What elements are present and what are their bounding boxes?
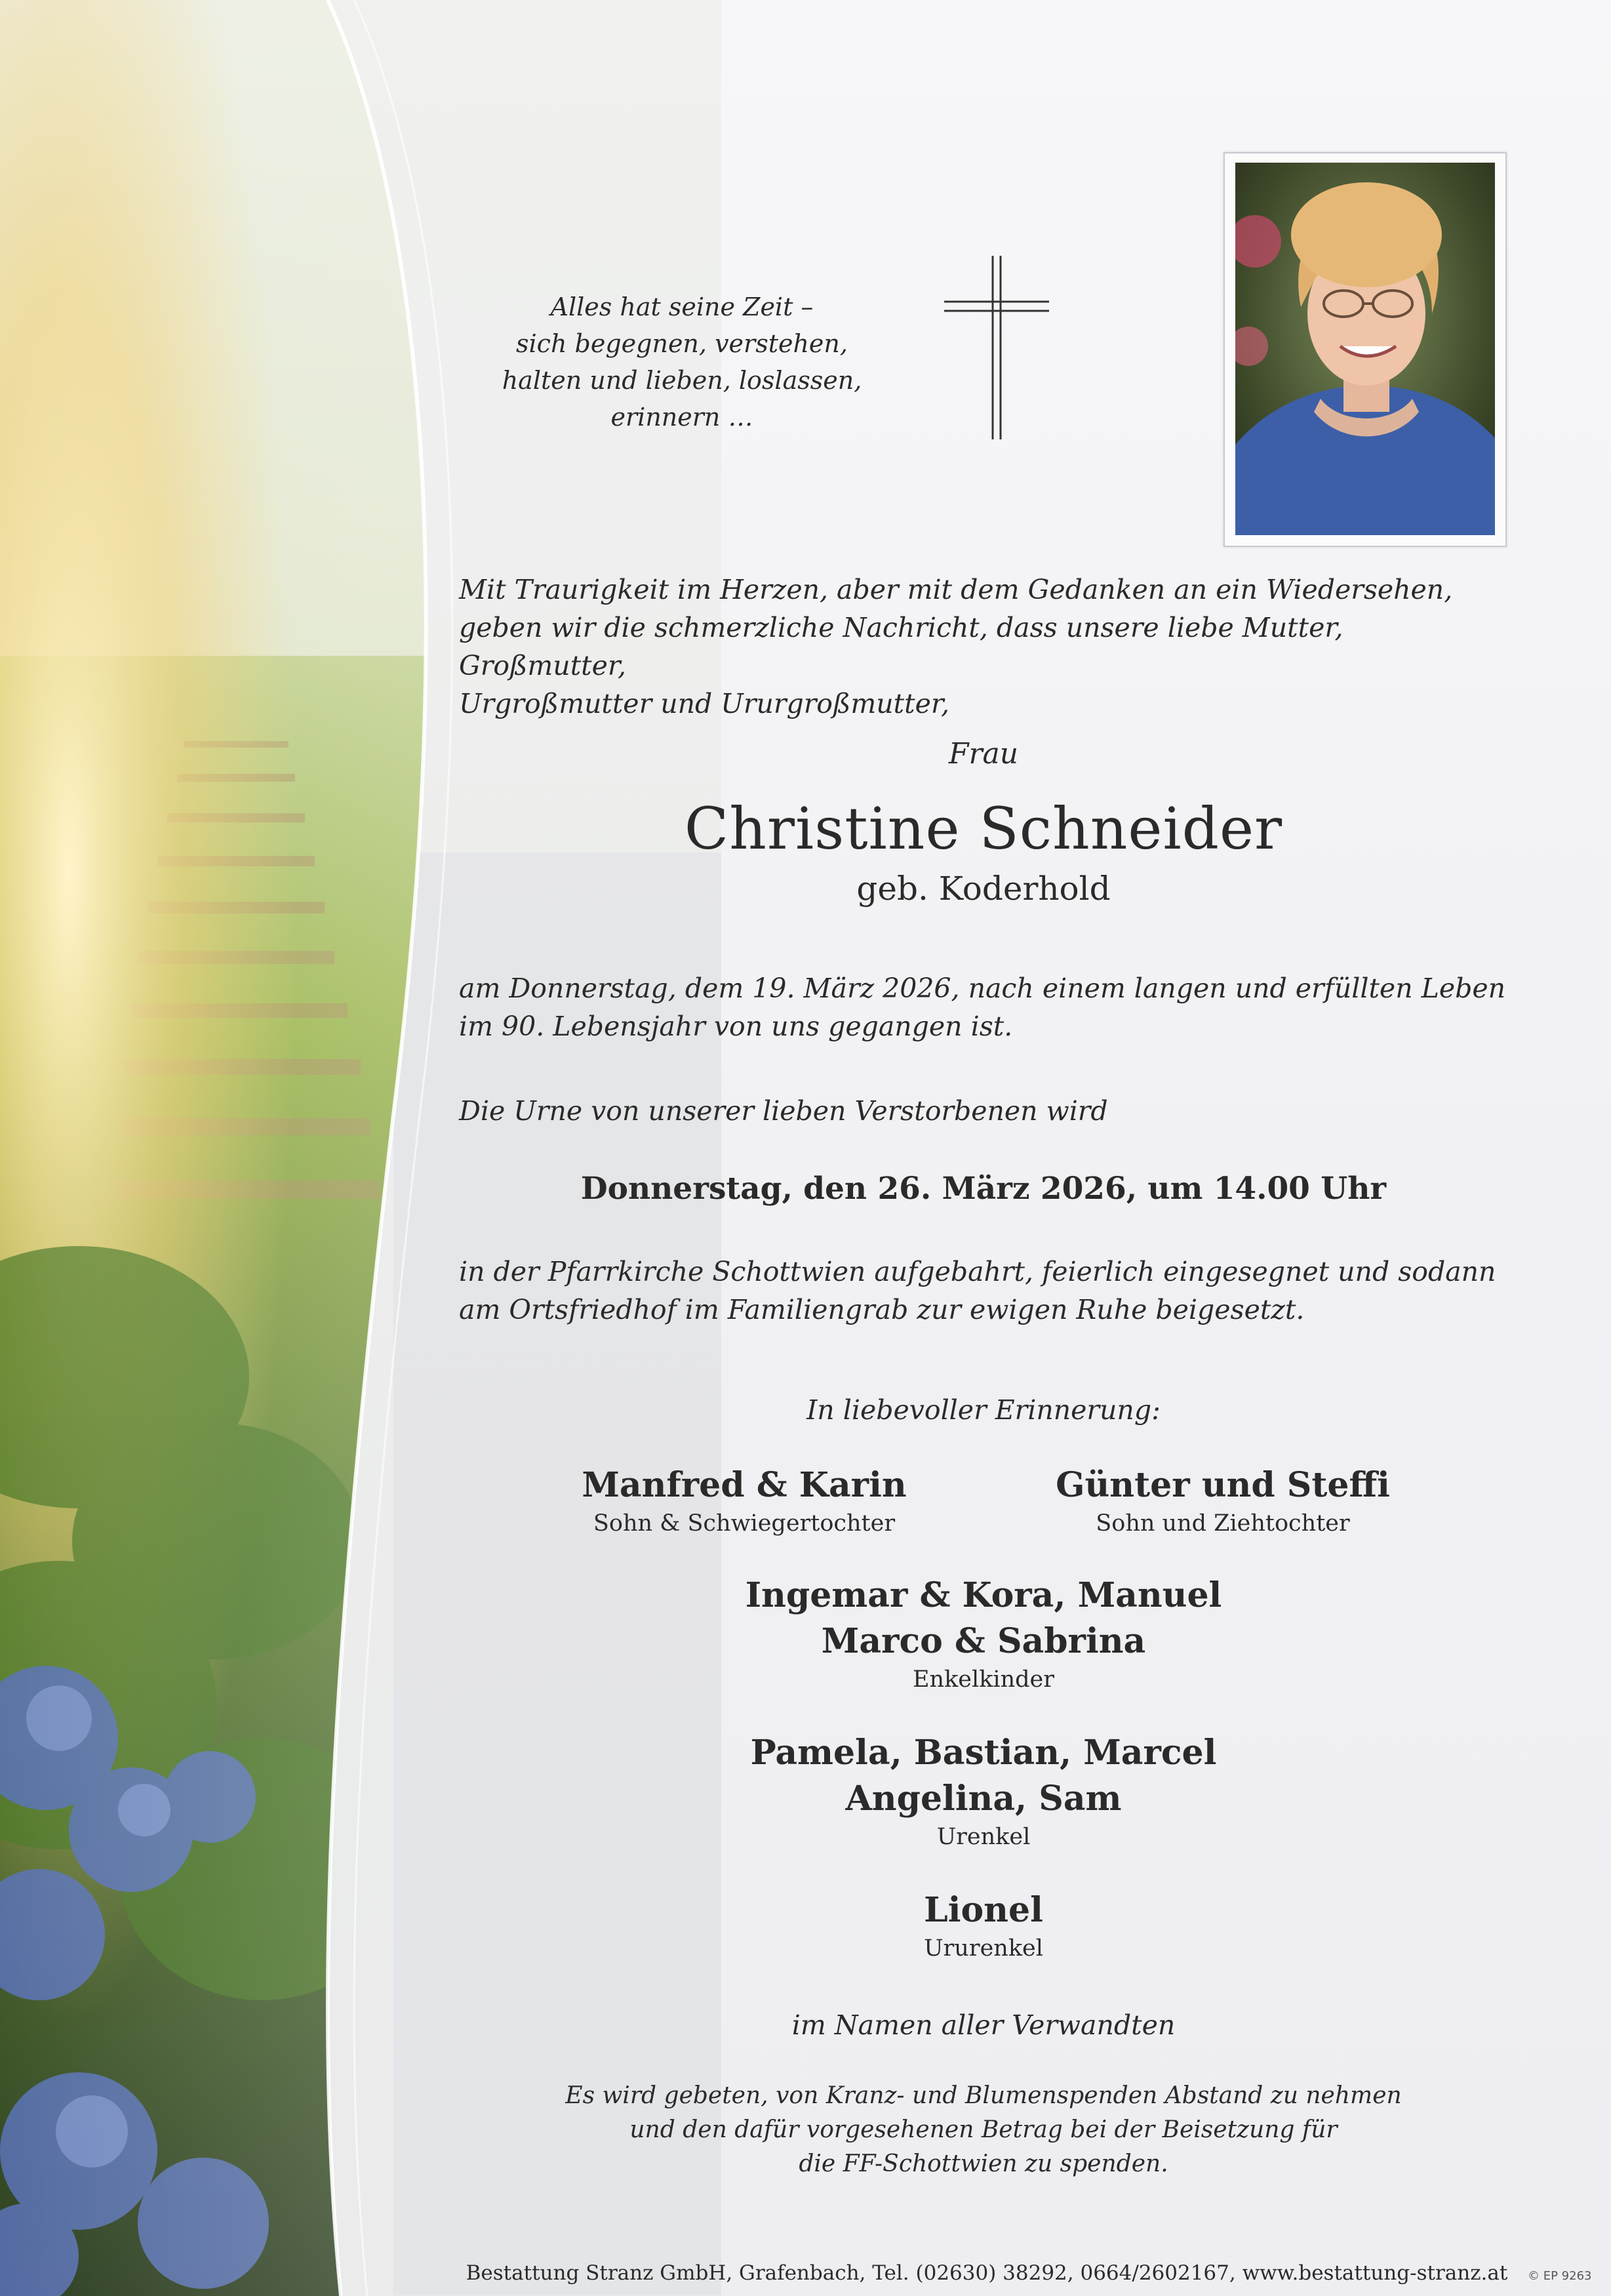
- cross-icon: [944, 256, 1049, 446]
- intro-paragraph: [459, 571, 1508, 723]
- ceremony-date: Donnerstag, den 26. März 2026, um 14.00 Uhr: [580, 1171, 1387, 1207]
- family-group: [590, 1730, 1377, 1852]
- motto-line: sich begegnen, verstehen,: [516, 329, 848, 358]
- intro-line: geben wir die schmerzliche Nachricht, dass unsere liebe Mutter, Großmutter,: [459, 612, 1343, 681]
- donation-line: Es wird gebeten, von Kranz- und Blumenspenden Abstand zu nehmen: [565, 2082, 1402, 2109]
- death-notice: [459, 969, 1508, 1045]
- salutation: Frau: [948, 737, 1019, 771]
- motto-verse: [498, 289, 865, 435]
- family-group: [557, 1462, 931, 1539]
- family-relation: Ururenkel: [924, 1935, 1043, 1962]
- motto-line: Alles hat seine Zeit –: [550, 292, 814, 321]
- birth-name: geb. Koderhold: [856, 870, 1111, 908]
- death-notice-line: am Donnerstag, dem 19. März 2026, nach einem langen und erfüllten Leben: [459, 973, 1506, 1004]
- deceased-name: Christine Schneider: [684, 795, 1283, 862]
- family-group: [1036, 1462, 1410, 1539]
- memory-heading: In liebevoller Erinnerung:: [806, 1394, 1161, 1426]
- family-group: [590, 1573, 1377, 1695]
- family-names: Pamela, Bastian, Marcel: [750, 1733, 1217, 1773]
- family-names: Lionel: [924, 1890, 1043, 1930]
- family-names: Ingemar & Kora, Manuel: [745, 1575, 1222, 1615]
- family-names: Angelina, Sam: [845, 1779, 1122, 1819]
- burial-paragraph: [459, 1253, 1508, 1329]
- form-code: © EP 9263: [1528, 2269, 1592, 2283]
- portrait-frame: [1223, 152, 1507, 547]
- motto-line: erinnern …: [610, 403, 753, 432]
- intro-line: Urgroßmutter und Ururgroßmutter,: [459, 688, 949, 719]
- death-notice-line: im 90. Lebensjahr von uns gegangen ist.: [459, 1011, 1013, 1042]
- family-names: Marco & Sabrina: [821, 1621, 1146, 1661]
- urn-line: Die Urne von unserer lieben Verstorbenen wird: [459, 1095, 1108, 1127]
- family-names: Manfred & Karin: [582, 1465, 907, 1505]
- intro-line: Mit Traurigkeit im Herzen, aber mit dem Gedanken an ein Wiedersehen,: [459, 574, 1453, 605]
- family-relation: Enkelkinder: [913, 1666, 1054, 1693]
- donation-line: die FF-Schottwien zu spenden.: [799, 2150, 1168, 2177]
- funeral-home-footer: Bestattung Stranz GmbH, Grafenbach, Tel. (02630) 38292, 0664/2602167, www.bestattung-stranz.at: [466, 2261, 1508, 2285]
- burial-line: am Ortsfriedhof im Familiengrab zur ewigen Ruhe beigesetzt.: [459, 1294, 1305, 1325]
- family-relation: Sohn & Schwiegertochter: [593, 1510, 896, 1537]
- donation-line: und den dafür vorgesehenen Betrag bei der Beisetzung für: [629, 2116, 1338, 2143]
- family-relation: Sohn und Ziehtochter: [1096, 1510, 1350, 1537]
- motto-line: halten und lieben, loslassen,: [502, 366, 862, 395]
- family-names: Günter und Steffi: [1056, 1465, 1390, 1505]
- portrait-photo: [1235, 163, 1495, 535]
- donation-request: [498, 2079, 1469, 2181]
- all-relatives-line: im Namen aller Verwandten: [791, 2009, 1176, 2041]
- family-group: [590, 1887, 1377, 1964]
- family-relation: Urenkel: [936, 1824, 1031, 1850]
- burial-line: in der Pfarrkirche Schottwien aufgebahrt, feierlich eingesegnet und sodann: [459, 1256, 1496, 1287]
